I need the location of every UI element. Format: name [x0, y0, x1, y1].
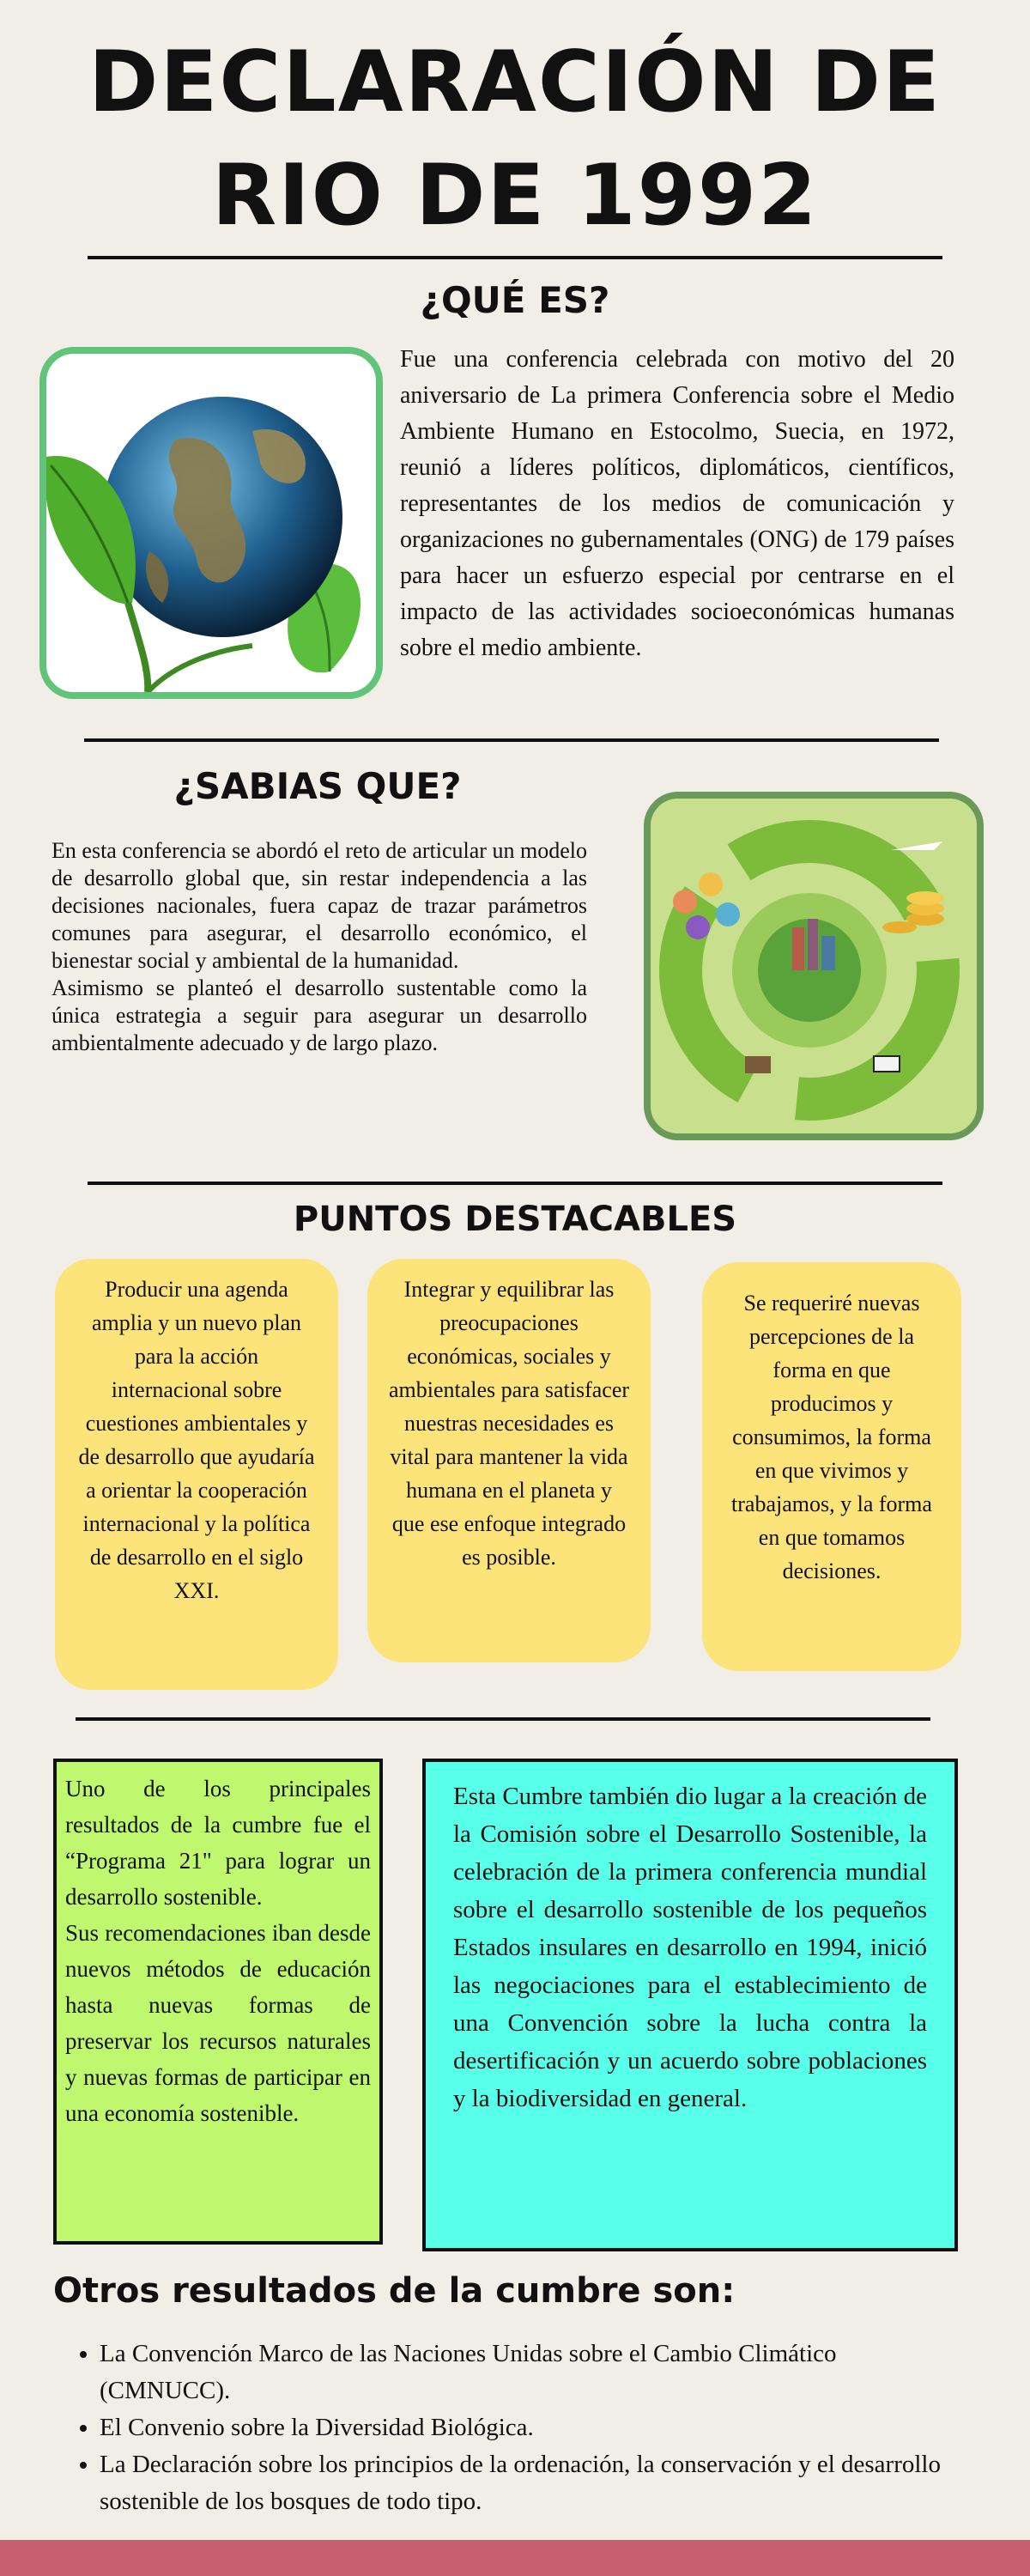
comision-box: Esta Cumbre también dio lugar a la creación de la Comisión sobre el Desarrollo Sostenible, la celebración de la primera conferencia mundial sobre el desarrollo sostenible de los pequeños Estados insulares en desarrollo en 1994, inició las negociaciones para el establecimiento de una Convención sobre la lucha contra la desertificación y un acuerdo sobre poblaciones y la biodiversidad en general.: [422, 1759, 958, 2251]
sustainable-cycle-image: [644, 792, 984, 1140]
que-es-heading: ¿QUÉ ES?: [420, 279, 610, 321]
point-card-1: Producir una agenda amplia y un nuevo plan para la acción internacional sobre cuestiones ambientales y de desarrollo que ayudaría a orientar la cooperación internacional y la política de desarrollo en el siglo XXI.: [55, 1259, 338, 1690]
puntos-heading: PUNTOS DESTACABLES: [293, 1200, 737, 1239]
footer-bar: [0, 2540, 1030, 2576]
programa-21-box: [53, 1759, 383, 2245]
otros-list-container: [55, 2336, 968, 2520]
que-es-text: Fue una conferencia celebrada con motivo del 20 aniversario de La primera Conferencia sobre el Medio Ambiente Humano en Estocolmo, Suecia, en 1972, reunió a líderes políticos, diplomáticos, científicos, representantes de los medios de comunicación y organizaciones no gubernamentales (ONG) de 179 países para hacer un esfuerzo especial por centrarse en el impacto de las actividades socioeconómicas humanas sobre el medio ambiente.: [400, 346, 954, 661]
otros-heading: Otros resultados de la cumbre son:: [53, 2271, 736, 2311]
list-item: • La Convención Marco de las Naciones Unidas sobre el Cambio Climático (CMNUCC).: [100, 2336, 968, 2409]
divider-1: [88, 256, 942, 259]
earth-leaves-image: [39, 347, 383, 699]
divider-2: [84, 738, 939, 742]
list-item: • El Convenio sobre la Diversidad Biológica.: [100, 2409, 968, 2446]
sabias-que-text: [52, 837, 587, 1057]
sabias-que-heading: ¿SABIAS QUE?: [173, 765, 462, 807]
list-item: • La Declaración sobre los principios de la ordenación, la conservación y el desarrollo sostenible de los bosques de todo tipo.: [100, 2446, 968, 2520]
divider-4: [76, 1717, 930, 1721]
title-line-1: DECLARACIÓN DE: [88, 33, 942, 131]
otros-list: [55, 2336, 968, 2520]
sabias-que-paragraph-1: En esta conferencia se abordó el reto de articular un modelo de desarrollo global que, sin restar independencia a las decisiones nacionales, fuera capaz de trazar parámetros comunes para asegurar, el desarrollo económico, el bienestar social y ambiental de la humanidad.: [52, 838, 587, 973]
programa-21-paragraph-1: Uno de los principales resultados de la cumbre fue el “Programa 21" para lograr un desarrollo sostenible.: [65, 1776, 371, 1910]
point-card-3: Se requeriré nuevas percepciones de la forma en que producimos y consumimos, la forma en que vivimos y trabajamos, y la forma en que tomamos decisiones.: [702, 1262, 961, 1671]
sabias-que-paragraph-2: Asimismo se planteó el desarrollo sustentable como la única estrategia a seguir para asegurar un desarrollo ambientalmente adecuado y de largo plazo.: [52, 975, 587, 1055]
title-line-2: RIO DE 1992: [211, 147, 819, 245]
page-title: [0, 26, 1030, 252]
programa-21-paragraph-2: Sus recomendaciones iban desde nuevos métodos de educación hasta nuevas formas de preservar los recursos naturales y nuevas formas de participar en una economía sostenible.: [65, 1920, 371, 2126]
point-card-2: Integrar y equilibrar las preocupaciones económicas, sociales y ambientales para satisfacer nuestras necesidades es vital para mantener la vida humana en el planeta y que ese enfoque integrado es posible.: [367, 1259, 651, 1662]
divider-3: [88, 1182, 942, 1185]
